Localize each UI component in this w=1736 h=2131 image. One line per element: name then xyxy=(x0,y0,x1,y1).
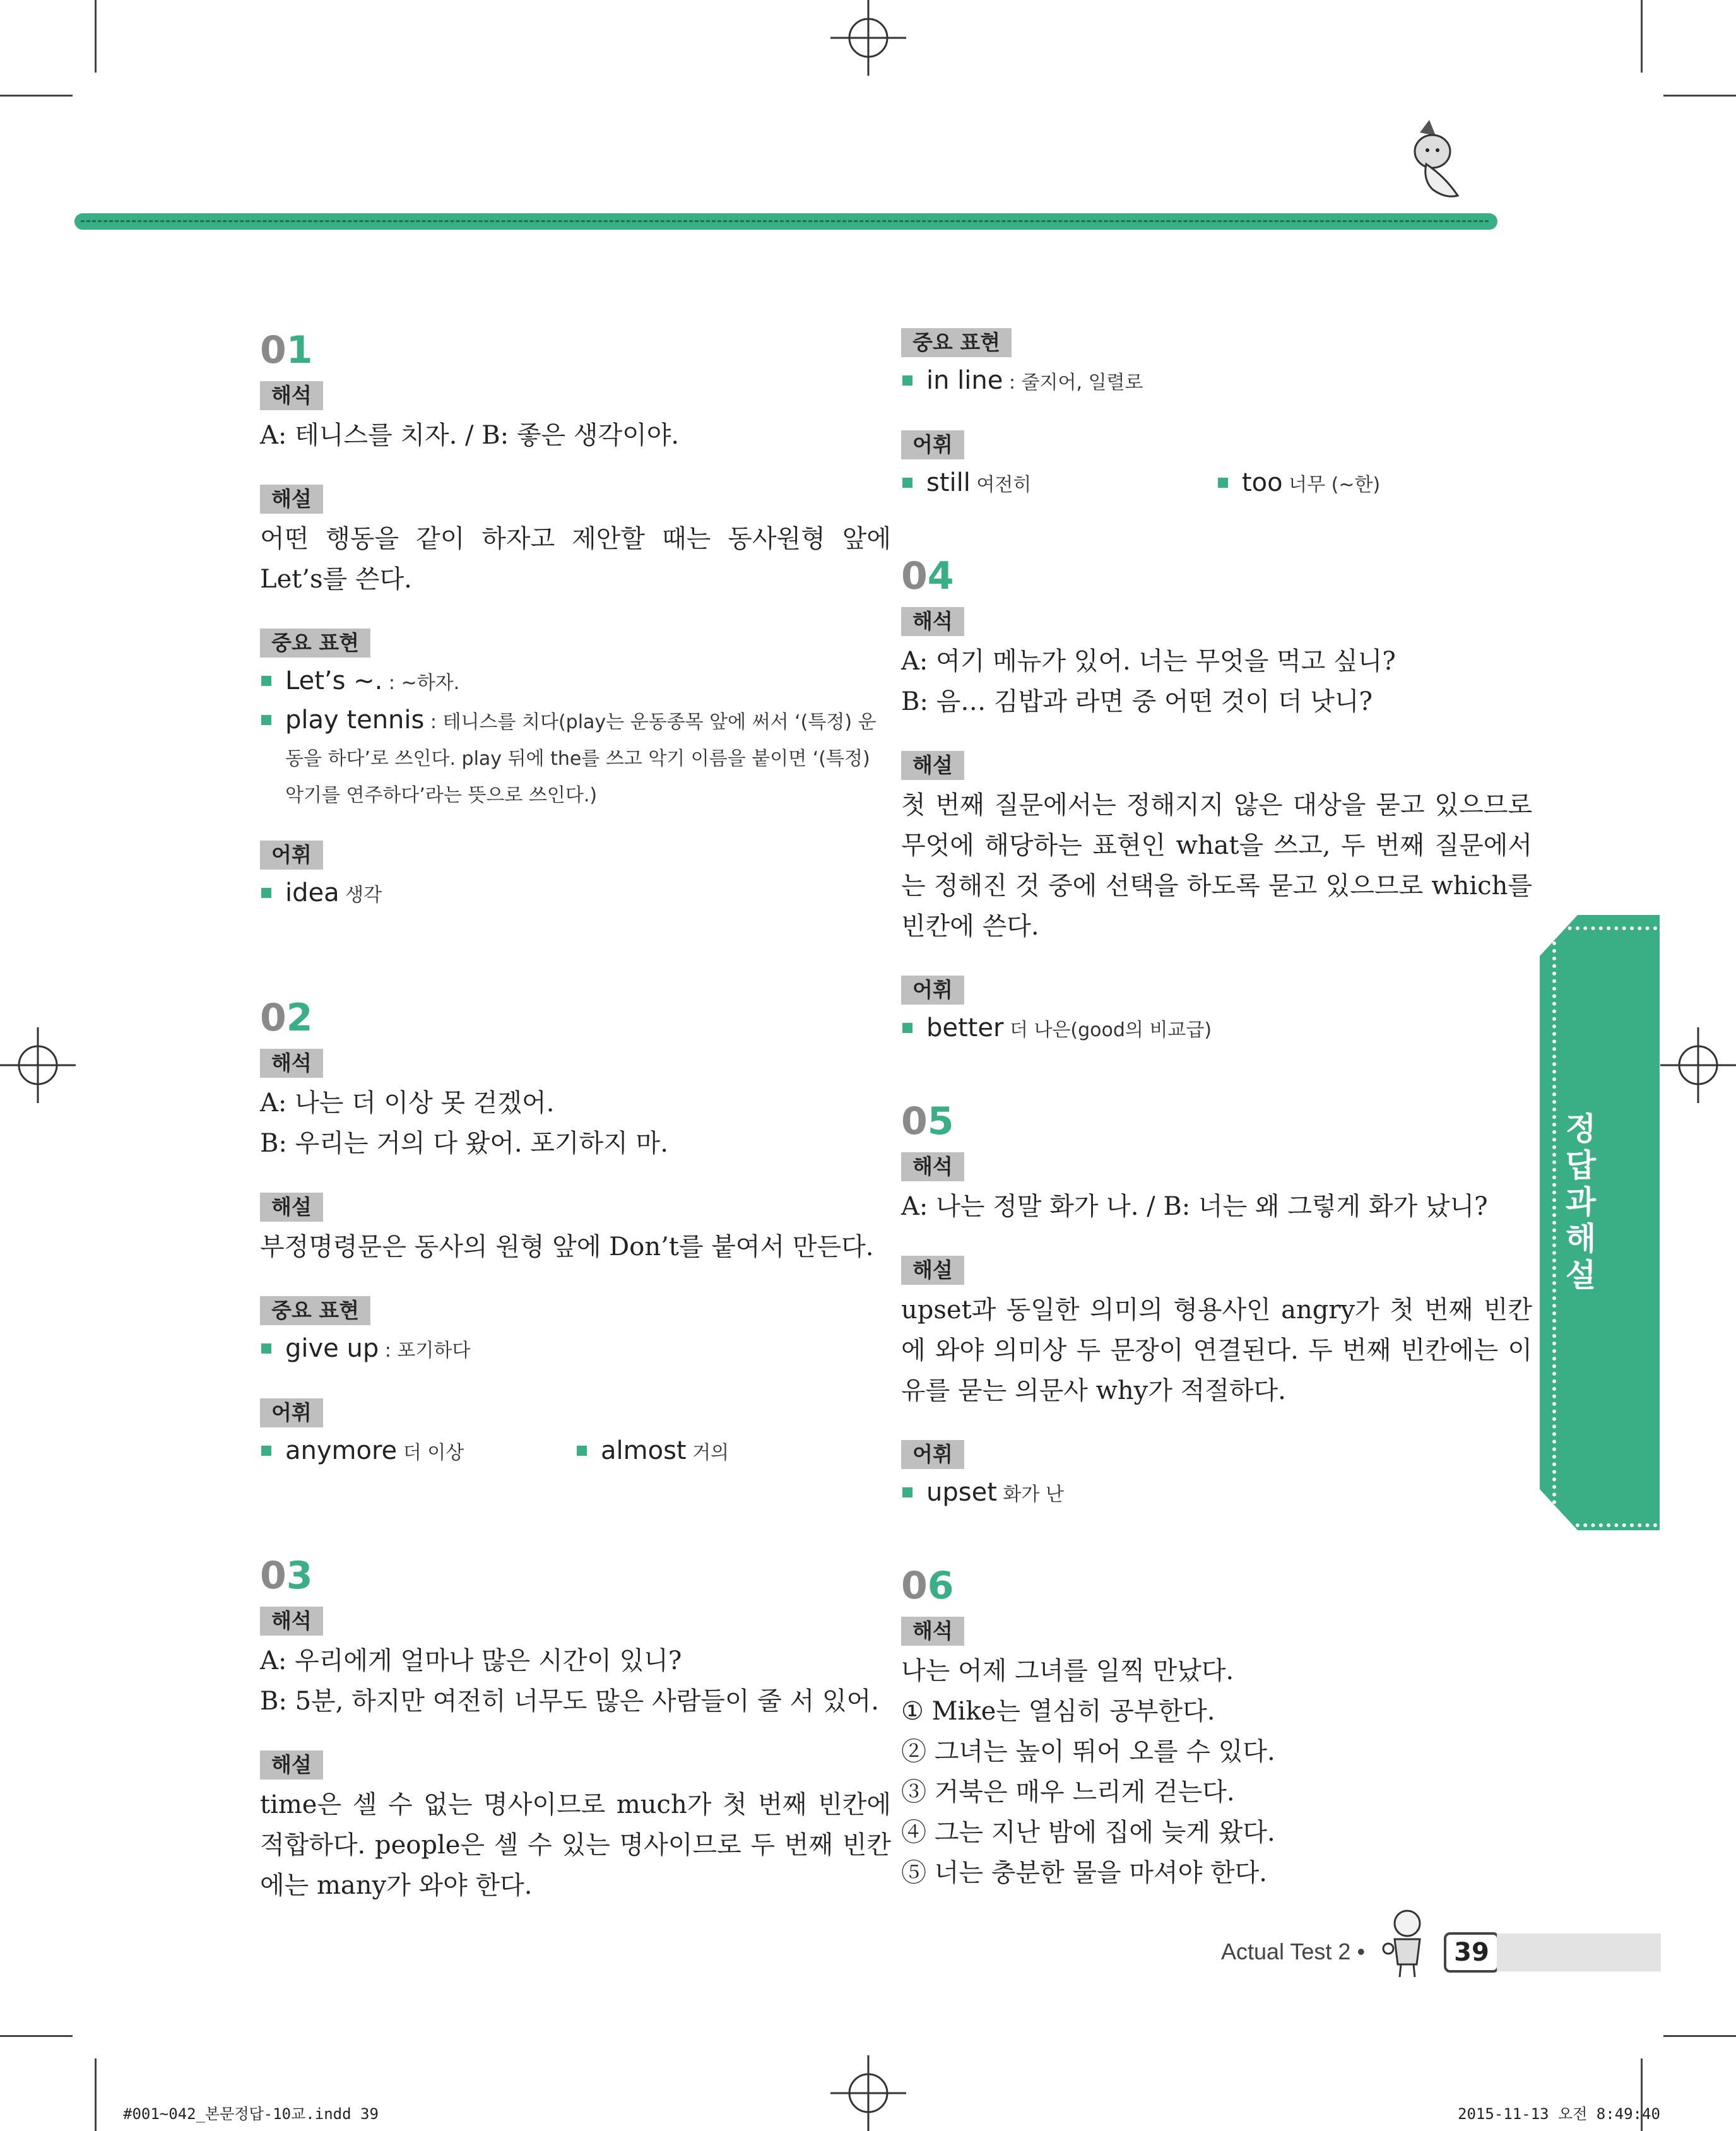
vocabulary-item: too 너무 (~한) xyxy=(1217,464,1532,504)
registration-mark-top xyxy=(830,0,906,76)
vocabulary-item: almost 거의 xyxy=(576,1432,891,1472)
explanation-text: 어떤 행동을 같이 하자고 제안할 때는 동사원형 앞에 Let’s를 쓴다. xyxy=(260,524,891,594)
translation-line: ③ 거북은 매우 느리게 걷는다. xyxy=(901,1778,1235,1807)
question-number: 05 xyxy=(901,1099,954,1143)
kid-illustration xyxy=(1382,1904,1432,1980)
vocabulary-item: still 여전히 xyxy=(901,464,1217,504)
translation-tag: 해석 xyxy=(260,1049,323,1078)
question-02 xyxy=(260,996,891,1472)
explanation-text: upset과 동일한 의미의 형용사인 angry가 첫 번째 빈칸에 와야 의미상 두 문장이 연결된다. 두 번째 빈칸에는 이유를 묻는 의문사 why가 적절하다. xyxy=(901,1296,1532,1405)
crop-mark xyxy=(0,2035,73,2037)
translation-line: A: 테니스를 치자. / B: 좋은 생각이야. xyxy=(260,421,680,450)
translation-line: A: 우리에게 얼마나 많은 시간이 있니? xyxy=(260,1646,682,1675)
crop-mark xyxy=(0,95,73,97)
explanation-text: time은 셀 수 없는 명사이므로 much가 첫 번째 빈칸에 적합하다. people은 셀 수 있는 명사이므로 두 번째 빈칸에는 many가 와야 한다. xyxy=(260,1790,891,1900)
explanation-tag: 해설 xyxy=(260,485,323,514)
translation-tag: 해석 xyxy=(260,1607,323,1636)
translation-tag: 해석 xyxy=(901,1617,964,1646)
cat-illustration xyxy=(1401,120,1477,208)
translation-line: ① Mike는 열심히 공부한다. xyxy=(901,1697,1215,1726)
expression-item: play tennis : 테니스를 치다(play는 운동종목 앞에 써서 ‘(특정) 운동을 하다’로 쓰인다. play 뒤에 the를 쓰고 악기 이름을 붙이면 ‘(특정) 악기를 연주하다’라는 뜻으로 쓰인다.) xyxy=(260,702,891,812)
explanation-tag: 해설 xyxy=(260,1750,323,1780)
explanation-text: 첫 번째 질문에서는 정해지지 않은 대상을 묻고 있으므로 무엇에 해당하는 표현인 what을 쓰고, 두 번째 질문에서는 정해진 것 중에 선택을 하도록 묻고 있으므로 which를 빈칸에 쓴다. xyxy=(901,791,1532,941)
crop-mark xyxy=(1641,0,1643,73)
vocabulary-tag: 어휘 xyxy=(901,430,964,459)
question-05 xyxy=(901,1099,1532,1513)
translation-tag: 해석 xyxy=(901,607,964,636)
registration-mark-bottom xyxy=(830,2055,906,2131)
translation-line: 나는 어제 그녀를 일찍 만났다. xyxy=(901,1656,1234,1685)
translation-tag: 해석 xyxy=(260,381,323,410)
footer-label: Actual Test 2 • xyxy=(1221,1939,1366,1964)
explanation-tag: 해설 xyxy=(260,1193,323,1222)
vocabulary-tag: 어휘 xyxy=(260,841,323,870)
crop-mark xyxy=(1663,2035,1736,2037)
page-number: 39 xyxy=(1444,1932,1499,1973)
registration-mark-left xyxy=(0,1027,76,1103)
translation-line: A: 나는 더 이상 못 걷겠어. xyxy=(260,1089,555,1118)
expression-item: Let’s ~. : ~하자. xyxy=(260,663,891,702)
question-03-continued xyxy=(901,328,1532,504)
translation-tag: 해석 xyxy=(901,1152,964,1181)
vocabulary-tag: 어휘 xyxy=(901,976,964,1005)
translation-line: B: 5분, 하지만 여전히 너무도 많은 사람들이 줄 서 있어. xyxy=(260,1687,879,1716)
translation-line: ⑤ 너는 충분한 물을 마셔야 한다. xyxy=(901,1858,1267,1887)
expression-item: give up : 포기하다 xyxy=(260,1330,891,1369)
registration-mark-right xyxy=(1660,1027,1736,1103)
page-number-strip xyxy=(1497,1933,1661,1971)
question-06 xyxy=(901,1564,1532,1893)
crop-mark xyxy=(95,2058,97,2131)
question-number: 01 xyxy=(260,328,313,372)
right-column xyxy=(901,328,1532,1893)
explanation-tag: 해설 xyxy=(901,751,964,780)
translation-line: A: 여기 메뉴가 있어. 너는 무엇을 먹고 싶니? xyxy=(901,647,1396,676)
translation-line: ② 그녀는 높이 뛰어 오를 수 있다. xyxy=(901,1737,1275,1766)
translation-line: B: 우리는 거의 다 왔어. 포기하지 마. xyxy=(260,1129,668,1158)
translation-line: A: 나는 정말 화가 나. / B: 너는 왜 그렇게 화가 났니? xyxy=(901,1192,1488,1221)
expression-item: in line : 줄지어, 일렬로 xyxy=(901,362,1532,401)
header-bar xyxy=(74,213,1497,230)
side-tab-label: 정답과 해설 xyxy=(1565,1111,1597,1294)
question-01 xyxy=(260,328,891,914)
question-03 xyxy=(260,1554,891,1906)
vocabulary-item: upset 화가 난 xyxy=(901,1474,1532,1513)
explanation-tag: 해설 xyxy=(901,1256,964,1285)
translation-line: B: 음… 김밥과 라면 중 어떤 것이 더 낫니? xyxy=(901,687,1373,716)
slug-timestamp: 2015-11-13 오전 8:49:40 xyxy=(1458,2105,1660,2123)
explanation-text: 부정명령문은 동사의 원형 앞에 Don’t를 붙여서 만든다. xyxy=(260,1232,874,1261)
expression-tag: 중요 표현 xyxy=(260,1296,370,1325)
question-number: 04 xyxy=(901,554,954,598)
question-number: 02 xyxy=(260,996,313,1040)
left-column xyxy=(260,328,891,1906)
expression-tag: 중요 표현 xyxy=(901,328,1012,357)
expression-tag: 중요 표현 xyxy=(260,629,370,658)
question-number: 06 xyxy=(901,1564,954,1608)
vocabulary-item: anymore 더 이상 xyxy=(260,1432,576,1472)
vocabulary-tag: 어휘 xyxy=(260,1398,323,1427)
translation-line: ④ 그는 지난 밤에 집에 늦게 왔다. xyxy=(901,1818,1275,1847)
question-number: 03 xyxy=(260,1554,313,1598)
question-04 xyxy=(901,554,1532,1049)
vocabulary-item: idea 생각 xyxy=(260,875,891,914)
vocabulary-item: better 더 나은(good의 비교급) xyxy=(901,1010,1532,1049)
vocabulary-tag: 어휘 xyxy=(901,1440,964,1469)
crop-mark xyxy=(1663,95,1736,97)
slug-filename: #001~042_본문정답-10교.indd 39 xyxy=(123,2105,379,2123)
crop-mark xyxy=(95,0,97,73)
